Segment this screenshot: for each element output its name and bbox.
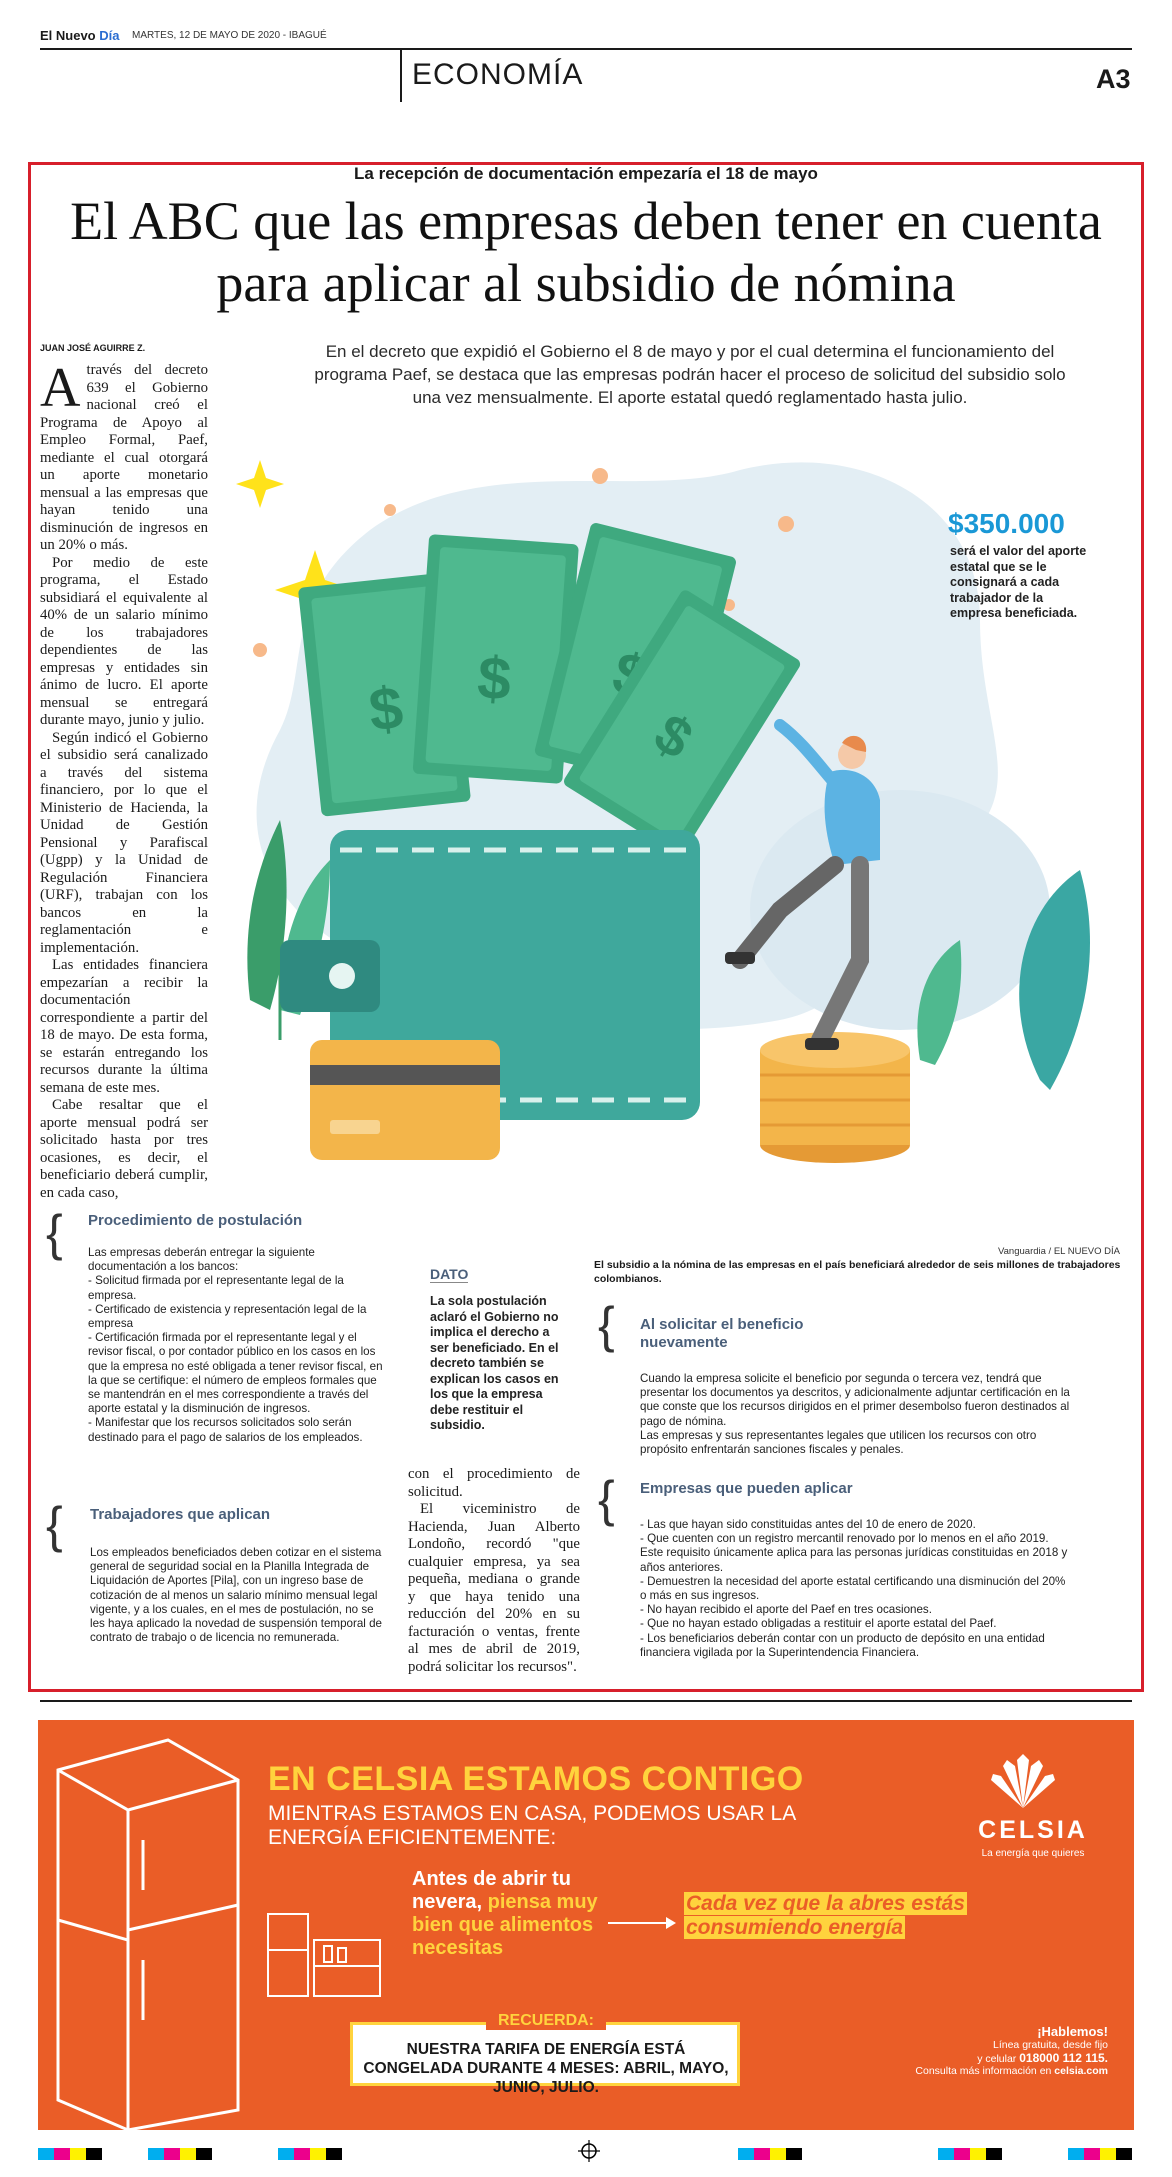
- brace-decoration: {: [46, 1497, 63, 1553]
- contact-info: [850, 2024, 1108, 2077]
- box-title-procedimiento: Procedimiento de postulación: [88, 1212, 303, 1229]
- paragraph: Las entidades financiera empezarían a recibir la documentación correspondiente a partir del 18 de mayo. De esta forma, se estarán entregando los recursos durante la última semana de este mes.: [40, 957, 208, 1096]
- credit-card: [310, 1040, 500, 1160]
- box-title-trabajadores: Trabajadores que aplican: [90, 1506, 271, 1523]
- ad-message-right: Cada vez que la abres estás consumiendo energía: [686, 1892, 965, 1939]
- article-headline: El ABC que las empresas deben tener en cuenta para aplicar al subsidio de nómina: [70, 191, 1102, 313]
- paragraph: Através del decreto 639 el Gobierno nacional creó el Programa de Apoyo al Empleo Formal, Paef, mediante el cual otorgará un aporte monetario mensual a las empresas que hayan tenido una disminución de ingresos en un 20% o más.: [40, 357, 208, 553]
- reminder-text: NUESTRA TARIFA DE ENERGÍA ESTÁ CONGELADA DURANTE 4 MESES: ABRIL, MAYO, JUNIO, JULIO.: [363, 2041, 729, 2096]
- svg-text:$: $: [365, 673, 407, 744]
- dato-text: La sola postulación aclaró el Gobierno no implica el derecho a ser beneficiado. En el decreto también se explican los casos en los que la empresa debe restituir el subsidio.: [430, 1294, 559, 1432]
- paragraph: Por medio de este programa, el Estado subsidiará el equivalente al 40% de un salario mínimo de los trabajadores dependientes de las empresas y entidades sin ánimo de lucro. El aporte mensual se entregará durante mayo, junio y julio.: [40, 554, 208, 728]
- ad-subhead: MIENTRAS ESTAMOS EN CASA, PODEMOS USAR LA ENERGÍA EFICIENTEMENTE:: [268, 1802, 796, 1849]
- contact-line: Línea gratuita, desde fijo: [993, 2039, 1108, 2051]
- box-text-trabajadores: Los empleados beneficiados deben cotizar en el sistema general de seguridad social en la Planilla Integrada de Liquidación de Aportes [Pila], con un ingreso base de cotización de al menos un salario mínimo mensual legal vigente, y a los cuales, en el mes de postulación, no se les haya aplicado la novedad de suspensión temporal de contrato de trabajo o de licencia no remunerada.: [90, 1546, 382, 1645]
- article-body-column-2: [408, 1466, 580, 1676]
- card-chip: [330, 1120, 380, 1134]
- registration-mark-icon: [578, 2140, 600, 2162]
- food-shelf-icon: [264, 1910, 384, 2000]
- graphic-credit: Vanguardia / EL NUEVO DÍA: [998, 1246, 1120, 1257]
- contact-line: y celular 018000 112 115.: [977, 2051, 1108, 2065]
- amount-highlight: $350.000: [948, 508, 1065, 539]
- celsia-advertisement: [38, 1720, 1134, 2130]
- sparkle-icon: [236, 460, 284, 508]
- box-text-procedimiento: Las empresas deberán entregar la siguiente documentación a los bancos: - Solicitud firmada por el representante legal de la empresa. - Certificado de existencia y representación legal de la empresa - Certificación firmada por el representante legal y el revisor fiscal, o por contador público en los casos en los que la empresa no esté obligada a tener revisor fiscal, en la que se certifique: el número de empleos formales que se mantendrán en el mes correspondiente a través del aporte estatal y la disminución de ingresos. - Manifestar que los recursos solicitados solo serán destinado para el pago de salarios de los empleados.: [88, 1246, 383, 1444]
- byline: JUAN JOSÉ AGUIRRE Z.: [40, 343, 146, 353]
- dato-title: DATO: [430, 1266, 469, 1282]
- box-text-empresas: - Las que hayan sido constituidas antes del 10 de enero de 2020. - Que cuenten con un registro mercantil renovado por lo menos en el año 2019. Este requisito únicamente aplica para las personas jurídicas constituidas en 2018 y años anteriores. - Demuestren la necesidad del aporte estatal certificando una disminución del 20% o más en sus ingresos. - No hayan recibido el aporte del Paef en tres ocasiones. - Que no hayan estado obligadas a restituir el aporte estatal del Paef. - Los beneficiarios deberán contar con un producto de depósito en una entidad financiera vigilada por la Superintendencia Financiera.: [640, 1518, 1068, 1659]
- page-rule: [40, 1700, 1132, 1702]
- wallet-button: [329, 963, 355, 989]
- newspaper-logo: El Nuevo Día: [40, 28, 120, 43]
- dot-decoration: [384, 504, 396, 516]
- masthead: [40, 28, 1132, 50]
- page-number: A3: [1096, 64, 1131, 94]
- card-stripe: [310, 1065, 500, 1085]
- ad-headline: EN CELSIA ESTAMOS CONTIGO: [268, 1760, 804, 1798]
- paragraph: con el procedimiento de solicitud.: [408, 1466, 580, 1500]
- paragraph: El viceministro de Hacienda, Juan Alberto Londoño, recordó "que cualquier empresa, ya sea pequeña, mediana o grande y que haya tenido una reducción del 20% en su facturación o ventas, frente al mes de abril de 2019, podrá solicitar los recursos".: [408, 1501, 580, 1675]
- celsia-logo-icon: [983, 1754, 1063, 1810]
- contact-line: Consulta más información en celsia.com: [915, 2065, 1108, 2077]
- section-divider: [400, 48, 402, 102]
- dropcap: A: [40, 357, 81, 419]
- dot-decoration: [253, 643, 267, 657]
- contact-title: ¡Hablemos!: [1037, 2024, 1108, 2039]
- svg-text:$: $: [475, 643, 514, 714]
- paragraph: Según indicó el Gobierno el subsidio será canalizado a través del sistema financiero, por lo que el Ministerio de Hacienda, la Unidad de Gestión Pensional y Parafiscal (Ugpp) y la Unidad de Regulación Financiera (URF), trabajan con los bancos en la reglamentación e implementación.: [40, 729, 208, 956]
- box-title-empresas: Empresas que pueden aplicar: [640, 1480, 853, 1497]
- celsia-brand: CELSIA: [978, 1816, 1088, 1844]
- article-intro: En el decreto que expidió el Gobierno el 8 de mayo y por el cual determina el funcionamiento del programa Paef, se destaca que las empresas podrán hacer el proceso de solicitud del subsidio solo una vez mensualmente. El aporte estatal quedó reglamentado hasta julio.: [314, 342, 1066, 407]
- graphic-caption: El subsidio a la nómina de las empresas en el país beneficiará alrededor de seis millones de trabajadores colombianos.: [594, 1259, 1121, 1285]
- celsia-tagline: La energía que quieres: [981, 1848, 1085, 1859]
- ad-message-left: Antes de abrir tu nevera, piensa muy bien que alimentos necesitas: [412, 1868, 598, 1959]
- fridge-illustration: [38, 1730, 268, 2130]
- brace-decoration: {: [46, 1205, 63, 1261]
- box-title-solicitar: Al solicitar el beneficio nuevamente: [640, 1316, 804, 1351]
- section-title: ECONOMÍA: [412, 58, 584, 91]
- dot-decoration: [592, 468, 608, 484]
- svg-text:$: $: [643, 700, 704, 771]
- dateline: MARTES, 12 DE MAYO DE 2020 - IBAGUÉ: [132, 30, 327, 41]
- article-kicker: La recepción de documentación empezaría el 18 de mayo: [354, 164, 818, 183]
- arrow-right-icon: [608, 1922, 674, 1924]
- dot-decoration: [778, 516, 794, 532]
- reminder-label: RECUERDA:: [486, 2012, 606, 2030]
- background-blob-small: [750, 790, 1050, 1030]
- brace-decoration: {: [598, 1297, 615, 1353]
- box-text-solicitar: Cuando la empresa solicite el beneficio por segunda o tercera vez, tendrá que presentar los documentos ya descritos, y adicionalmente adjuntar certificación en la que conste que los recursos dirigidos en el primer desembolso fueron destinados al pago de nómina. Las empresas y sus representantes legales que utilicen los recursos con otro propósito enfrentarán sanciones fiscales y penales.: [640, 1372, 1070, 1457]
- brace-decoration: {: [598, 1471, 615, 1527]
- paragraph: Cabe resaltar que el aporte mensual podrá ser solicitado hasta por tres ocasiones, es decir, el beneficiario deberá cumplir, en cada caso,: [40, 1097, 208, 1201]
- article-body-column-1: [40, 357, 208, 1202]
- amount-note: será el valor del aporte estatal que se le consignará a cada trabajador de la empresa beneficiada.: [950, 544, 1087, 620]
